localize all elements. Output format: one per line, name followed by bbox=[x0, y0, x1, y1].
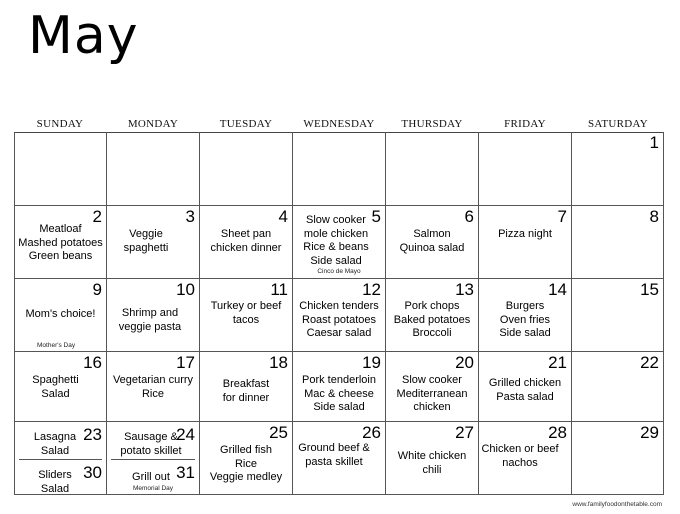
day-cell-20 bbox=[386, 352, 479, 422]
meal-text: Pizza night bbox=[498, 228, 552, 240]
day-cell-15 bbox=[572, 279, 664, 352]
day-number: 20 bbox=[455, 353, 474, 372]
weekday-header-row bbox=[14, 117, 664, 133]
day-number: 22 bbox=[640, 353, 659, 372]
holiday-note: Memorial Day bbox=[132, 485, 174, 492]
meal-text: White chicken chili bbox=[397, 450, 467, 476]
day-number: 31 bbox=[176, 463, 195, 482]
day-cell-16 bbox=[14, 352, 107, 422]
day-cell-22 bbox=[572, 352, 664, 422]
day-number: 3 bbox=[185, 207, 195, 226]
day-cell-empty bbox=[107, 132, 200, 206]
day-cell-23-30 bbox=[14, 422, 107, 495]
day-cell-19 bbox=[293, 352, 386, 422]
holiday-note: Mother's Day bbox=[37, 342, 76, 349]
day-cell-18 bbox=[200, 352, 293, 422]
split-divider bbox=[19, 459, 102, 460]
meal-text: Chicken or beef nachos bbox=[481, 443, 559, 469]
day-cell-14 bbox=[479, 279, 572, 352]
day-number: 29 bbox=[640, 423, 659, 442]
day-number: 24 bbox=[176, 425, 195, 444]
day-cell-empty bbox=[386, 132, 479, 206]
day-number: 2 bbox=[92, 207, 102, 226]
meal-text: Spaghetti Salad bbox=[32, 374, 79, 400]
day-cell-24-31 bbox=[107, 422, 200, 495]
meal-text: Vegetarian curry Rice bbox=[112, 374, 194, 400]
weekday-thursday: THURSDAY bbox=[401, 118, 463, 130]
weekday-saturday: SATURDAY bbox=[587, 118, 649, 130]
day-number: 16 bbox=[83, 353, 102, 372]
meal-text: Sheet pan chicken dinner bbox=[210, 228, 282, 254]
day-cell-7 bbox=[479, 206, 572, 279]
weekday-friday: FRIDAY bbox=[504, 118, 546, 130]
weekday-sunday: SUNDAY bbox=[36, 118, 84, 130]
split-divider bbox=[111, 459, 195, 460]
day-number: 23 bbox=[83, 425, 102, 444]
day-number: 13 bbox=[455, 280, 474, 299]
day-number: 18 bbox=[269, 353, 288, 372]
day-cell-8 bbox=[572, 206, 664, 279]
day-cell-17 bbox=[107, 352, 200, 422]
meal-text: Sliders Salad bbox=[38, 469, 72, 495]
day-number: 26 bbox=[362, 423, 381, 442]
day-number: 28 bbox=[548, 423, 567, 442]
day-number: 4 bbox=[278, 207, 288, 226]
month-title: May bbox=[28, 6, 139, 66]
day-number: 5 bbox=[371, 207, 381, 226]
meal-text: Turkey or beef tacos bbox=[210, 300, 282, 326]
day-number: 8 bbox=[649, 207, 659, 226]
meal-text: Shrimp and veggie pasta bbox=[118, 307, 182, 333]
meal-text: Grilled fish Rice Veggie medley bbox=[209, 444, 283, 483]
source-url: www.familyfoodonthetable.com bbox=[572, 501, 662, 508]
day-number: 6 bbox=[464, 207, 474, 226]
day-cell-3 bbox=[107, 206, 200, 279]
meal-text: Burgers Oven fries Side salad bbox=[499, 300, 551, 339]
meal-text: Ground beef & pasta skillet bbox=[298, 442, 370, 468]
day-cell-29 bbox=[572, 422, 664, 495]
day-number: 14 bbox=[548, 280, 567, 299]
meal-text: Chicken tenders Roast potatoes Caesar salad bbox=[299, 300, 379, 339]
calendar-grid bbox=[14, 117, 664, 495]
weekday-tuesday: TUESDAY bbox=[219, 118, 273, 130]
meal-text: Grill out bbox=[132, 471, 170, 483]
meal-text: Veggie spaghetti bbox=[123, 228, 169, 254]
day-number: 12 bbox=[362, 280, 381, 299]
day-cell-1 bbox=[572, 132, 664, 206]
day-number: 15 bbox=[640, 280, 659, 299]
day-cell-9 bbox=[14, 279, 107, 352]
holiday-note: Cinco de Mayo bbox=[317, 268, 361, 275]
day-cell-21 bbox=[479, 352, 572, 422]
weekday-wednesday: WEDNESDAY bbox=[303, 118, 375, 130]
day-number: 17 bbox=[176, 353, 195, 372]
meal-text: Pork chops Baked potatoes Broccoli bbox=[393, 300, 471, 339]
day-number: 7 bbox=[557, 207, 567, 226]
meal-text: Grilled chicken Pasta salad bbox=[488, 377, 562, 403]
day-cell-13 bbox=[386, 279, 479, 352]
meal-text: Salmon Quinoa salad bbox=[399, 228, 465, 254]
day-cell-empty bbox=[200, 132, 293, 206]
day-cell-6 bbox=[386, 206, 479, 279]
day-cell-empty bbox=[293, 132, 386, 206]
day-cell-27 bbox=[386, 422, 479, 495]
meal-text: Lasagna Salad bbox=[33, 431, 77, 457]
day-cell-12 bbox=[293, 279, 386, 352]
meal-text: Breakfast for dinner bbox=[222, 378, 270, 404]
day-cell-empty bbox=[14, 132, 107, 206]
meal-text: Sausage & potato skillet bbox=[120, 431, 182, 457]
meal-text: Pork tenderloin Mac & cheese Side salad bbox=[302, 374, 376, 413]
day-number: 25 bbox=[269, 423, 288, 442]
day-cell-4 bbox=[200, 206, 293, 279]
day-cell-10 bbox=[107, 279, 200, 352]
day-number: 30 bbox=[83, 463, 102, 482]
meal-text: Slow cooker mole chicken Rice & beans Side salad bbox=[303, 214, 369, 267]
day-number: 11 bbox=[270, 280, 288, 299]
day-number: 1 bbox=[649, 133, 659, 152]
day-cell-5 bbox=[293, 206, 386, 279]
meal-text: Meatloaf Mashed potatoes Green beans bbox=[18, 223, 103, 262]
day-cell-28 bbox=[479, 422, 572, 495]
day-number: 27 bbox=[455, 423, 474, 442]
day-cell-25 bbox=[200, 422, 293, 495]
meal-text: Mom's choice! bbox=[25, 308, 96, 320]
meal-text: Slow cooker Mediterranean chicken bbox=[396, 374, 468, 413]
weekday-monday: MONDAY bbox=[127, 118, 179, 130]
day-number: 21 bbox=[548, 353, 567, 372]
day-cell-11 bbox=[200, 279, 293, 352]
day-cell-empty bbox=[479, 132, 572, 206]
day-number: 9 bbox=[92, 280, 102, 299]
day-number: 19 bbox=[362, 353, 381, 372]
day-number: 10 bbox=[176, 280, 195, 299]
day-cell-26 bbox=[293, 422, 386, 495]
